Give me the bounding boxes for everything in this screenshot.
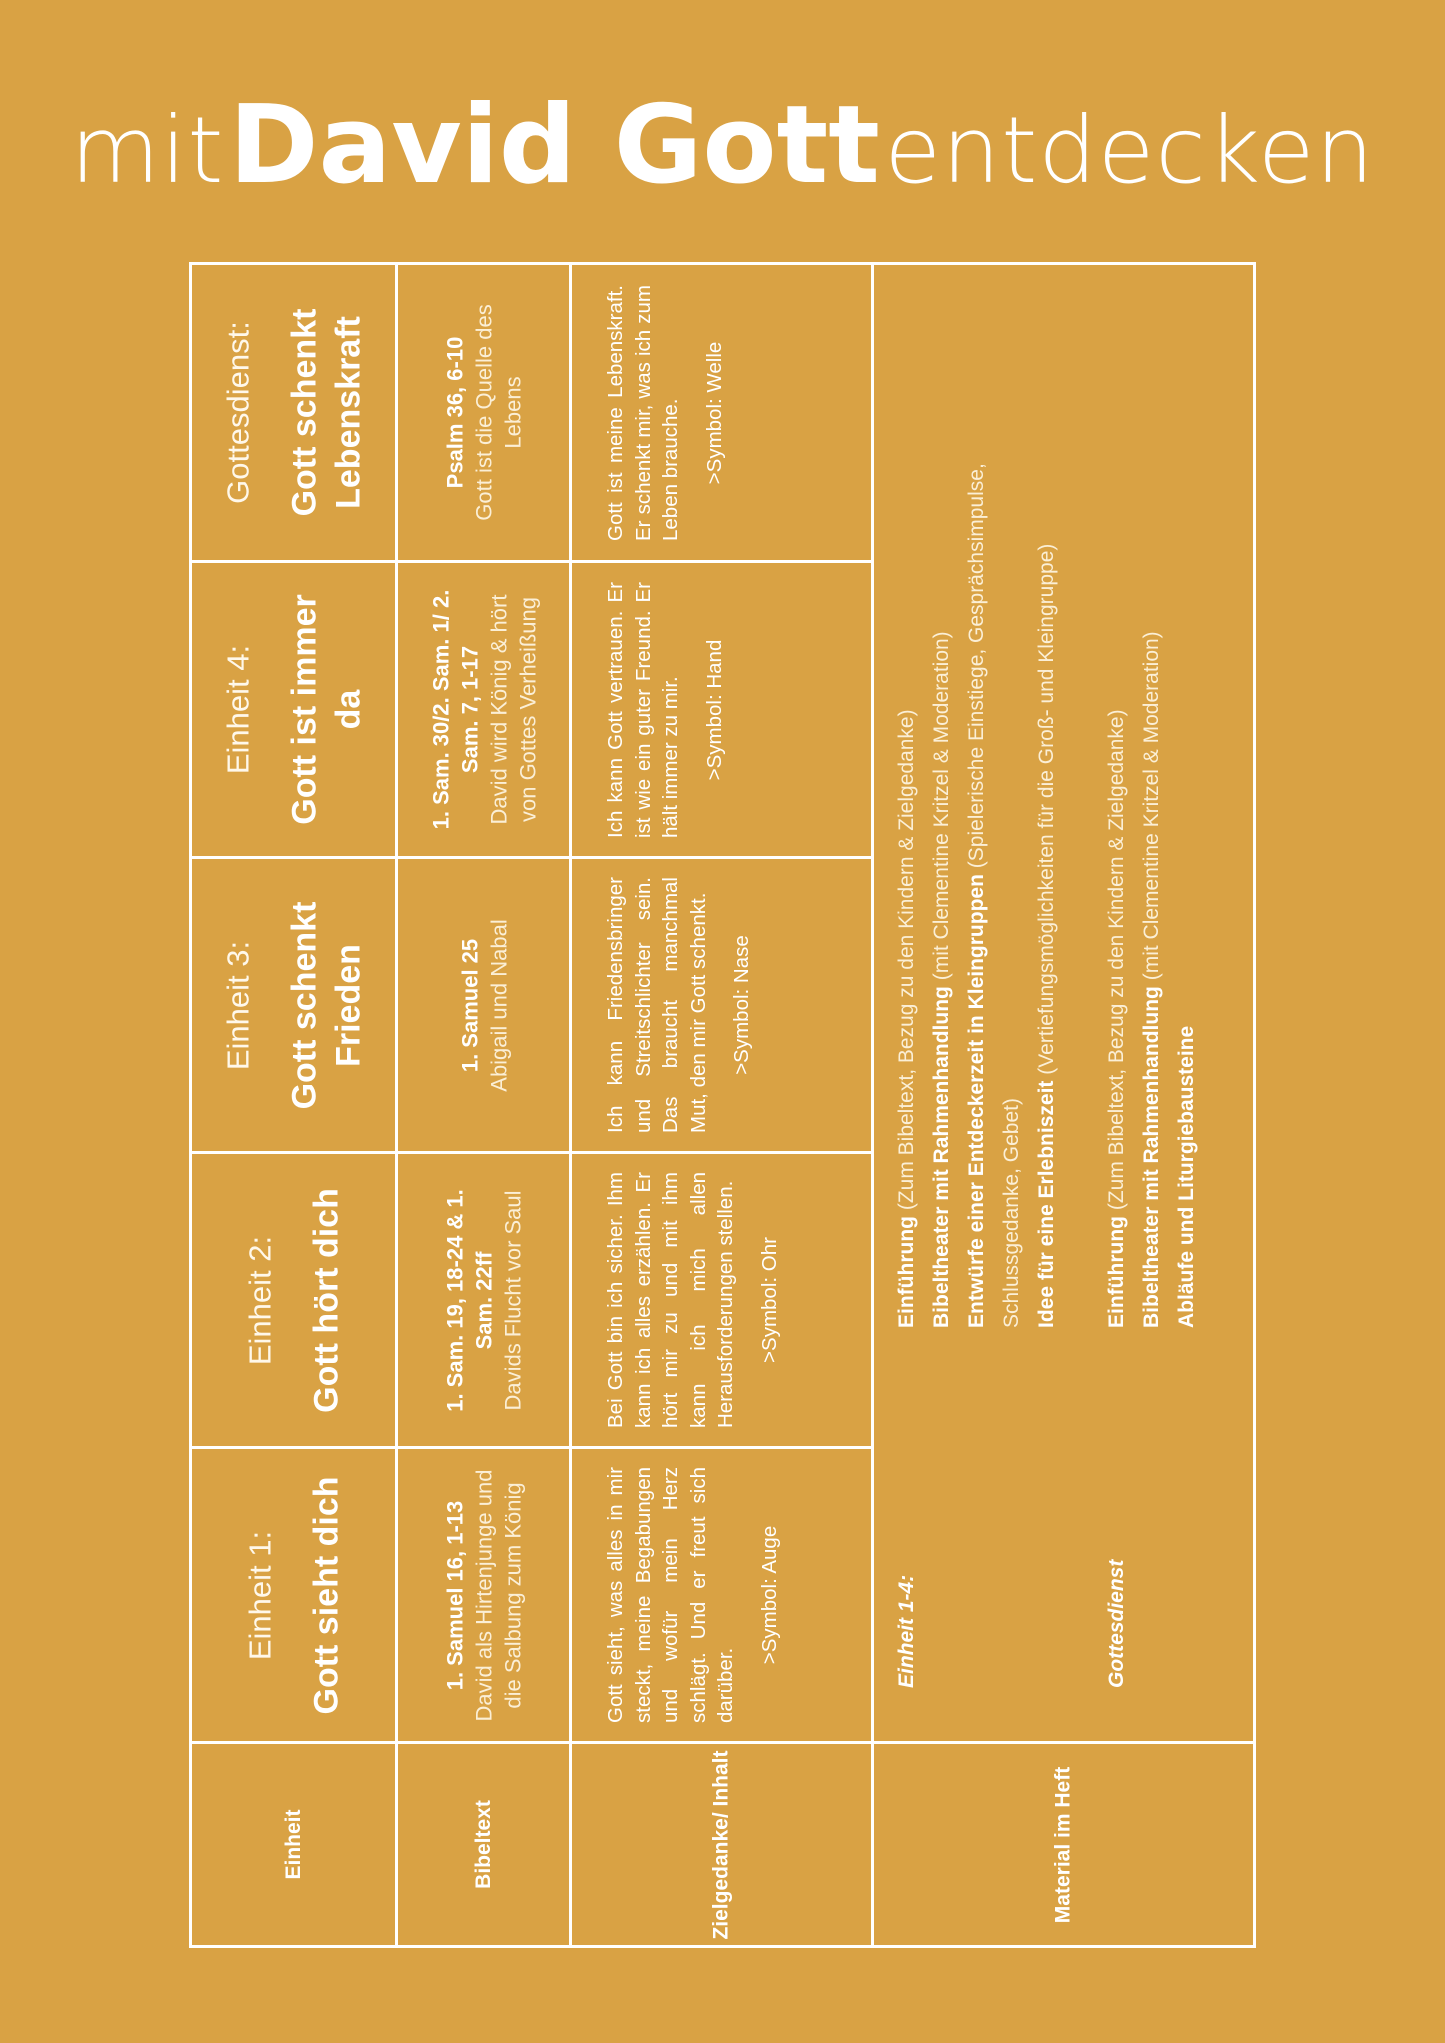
unit-4-title: Gott ist immer da	[284, 594, 367, 825]
unit-4-ziel-cell	[572, 563, 871, 856]
gottesdienst-label: Gottesdienst:	[219, 321, 255, 504]
unit-4-label: Einheit 4:	[219, 644, 255, 775]
unit-4-bibeltext-cell	[398, 563, 569, 856]
unit-1-bible-desc: David als Hirtenjunge und die Salbung zum König	[471, 1469, 525, 1721]
unit-3-bible-desc: Abigail und Nabal	[485, 918, 511, 1092]
unit-2-bible-ref: 1. Sam. 19, 18-24 & 1. Sam. 22ff	[442, 1188, 496, 1412]
unit-2-label: Einheit 2:	[241, 1235, 277, 1365]
gottesdienst-title-cell	[192, 265, 395, 560]
unit-1-title: Gott sieht dich	[306, 1476, 345, 1714]
material-einheit-label: Einheit 1-4:	[894, 1574, 918, 1688]
unit-3-ziel-text: Ich kann Friedensbringer und Streitschlichter sein. Das braucht manchmal Mut, den mir Gott schenkt.	[603, 877, 709, 1133]
material-erlebniszeit: Idee für eine Erlebniszeit (Vertiefungsmöglichkeiten für die Groß- und Kleingruppe)	[1034, 543, 1058, 1328]
unit-2-bible-desc: Davids Flucht vor Saul	[500, 1189, 525, 1411]
row-label-material: Material im Heft	[1051, 1766, 1075, 1923]
gottesdienst-symbol: >Symbol: Welle	[702, 341, 725, 484]
title-pre: mit	[70, 97, 225, 204]
material-gd-liturgie: Abläufe und Liturgiebausteine	[1174, 1025, 1198, 1328]
gottesdienst-bible-desc: Gott ist die Quelle des Lebens	[471, 304, 525, 521]
unit-4-title-cell	[192, 563, 395, 856]
unit-3-bibeltext-cell	[398, 859, 569, 1151]
gottesdienst-bibeltext-cell	[398, 265, 569, 560]
material-gd-einfuehrung: Einführung (Zum Bibeltext, Bezug zu den Kindern & Zielgedanke)	[1104, 709, 1128, 1328]
row-label-einheit-cell	[192, 1744, 395, 1945]
unit-3-symbol: >Symbol: Nase	[729, 935, 753, 1075]
row-label-material-cell	[874, 1744, 1253, 1945]
unit-3-ziel-cell	[572, 859, 871, 1151]
gottesdienst-bible-ref: Psalm 36, 6-10	[442, 336, 467, 489]
unit-1-ziel-cell	[572, 1449, 871, 1741]
material-gd-bibeltheater: Bibeltheater mit Rahmenhandlung (mit Clementine Kritzel & Moderation)	[1139, 631, 1163, 1328]
row-label-einheit: Einheit	[281, 1809, 305, 1880]
unit-2-title: Gott hört dich	[306, 1187, 345, 1413]
unit-1-label: Einheit 1:	[241, 1530, 277, 1660]
gottesdienst-ziel-cell	[572, 265, 871, 560]
row-label-ziel: Zielgedanke/ Inhalt	[709, 1749, 733, 1940]
material-gottesdienst-block	[1099, 318, 1204, 1688]
unit-3-label: Einheit 3:	[219, 940, 255, 1070]
title-post: entdecken	[884, 97, 1375, 204]
material-bibeltheater: Bibeltheater mit Rahmenhandlung (mit Clementine Kritzel & Moderation)	[929, 631, 953, 1328]
unit-1-title-cell	[192, 1449, 395, 1741]
row-label-ziel-cell	[572, 1744, 871, 1945]
material-einheit-block	[889, 318, 1064, 1688]
title-bold: David Gott	[228, 83, 880, 208]
unit-4-bible-desc: David wird König & hört von Gottes Verheißung	[485, 594, 540, 825]
unit-2-ziel-cell	[572, 1154, 871, 1446]
page-title	[0, 83, 1445, 208]
unit-2-title-cell	[192, 1154, 395, 1446]
row-label-bibeltext-cell	[398, 1744, 569, 1945]
unit-4-ziel-text: Ich kann Gott vertrauen. Er ist wie ein guter Freund. Er hält immer zu mir.	[603, 581, 682, 838]
gottesdienst-ziel-text: Gott ist meine Lebenskraft. Er schenkt mir, was ich zum Leben brauche.	[603, 284, 682, 541]
unit-2-bibeltext-cell	[398, 1154, 569, 1446]
material-cell	[874, 265, 1253, 1741]
unit-4-bible-ref: 1. Sam. 30/2. Sam. 1/ 2. Sam. 7, 1-17	[427, 589, 482, 830]
material-entdeckerzeit-note: Schlussgedanke, Gebet)	[999, 1098, 1023, 1328]
unit-1-bible-ref: 1. Samuel 16, 1-13	[442, 1500, 467, 1690]
unit-1-bibeltext-cell	[398, 1449, 569, 1741]
material-einfuehrung: Einführung (Zum Bibeltext, Bezug zu den Kindern & Zielgedanke)	[894, 709, 918, 1328]
unit-3-title: Gott schenkt Frieden	[284, 901, 367, 1109]
unit-1-ziel-text: Gott sieht, was alles in mir steckt, meine Begabungen und wofür mein Herz schlägt. Und er freut sich darüber.	[603, 1467, 737, 1723]
unit-2-ziel-text: Bei Gott bin ich sicher. Ihm kann ich alles erzählen. Er hört mir zu und mit ihm kann ich mich allen Herausforderungen stellen.	[603, 1172, 737, 1428]
row-label-bibeltext: Bibeltext	[471, 1800, 495, 1889]
gottesdienst-title: Gott schenkt Lebenskraft	[284, 308, 367, 517]
unit-3-bible-ref: 1. Samuel 25	[456, 938, 482, 1072]
unit-4-symbol: >Symbol: Hand	[702, 639, 725, 780]
material-entdeckerzeit: Entwürfe einer Entdeckerzeit in Kleingruppen (Spielerische Einstiege, Gesprächsimpulse,	[964, 463, 988, 1328]
material-gottesdienst-label: Gottesdienst	[1104, 1559, 1128, 1688]
unit-1-symbol: >Symbol: Auge	[757, 1525, 780, 1665]
unit-2-symbol: >Symbol: Ohr	[757, 1237, 780, 1363]
unit-3-title-cell	[192, 859, 395, 1151]
